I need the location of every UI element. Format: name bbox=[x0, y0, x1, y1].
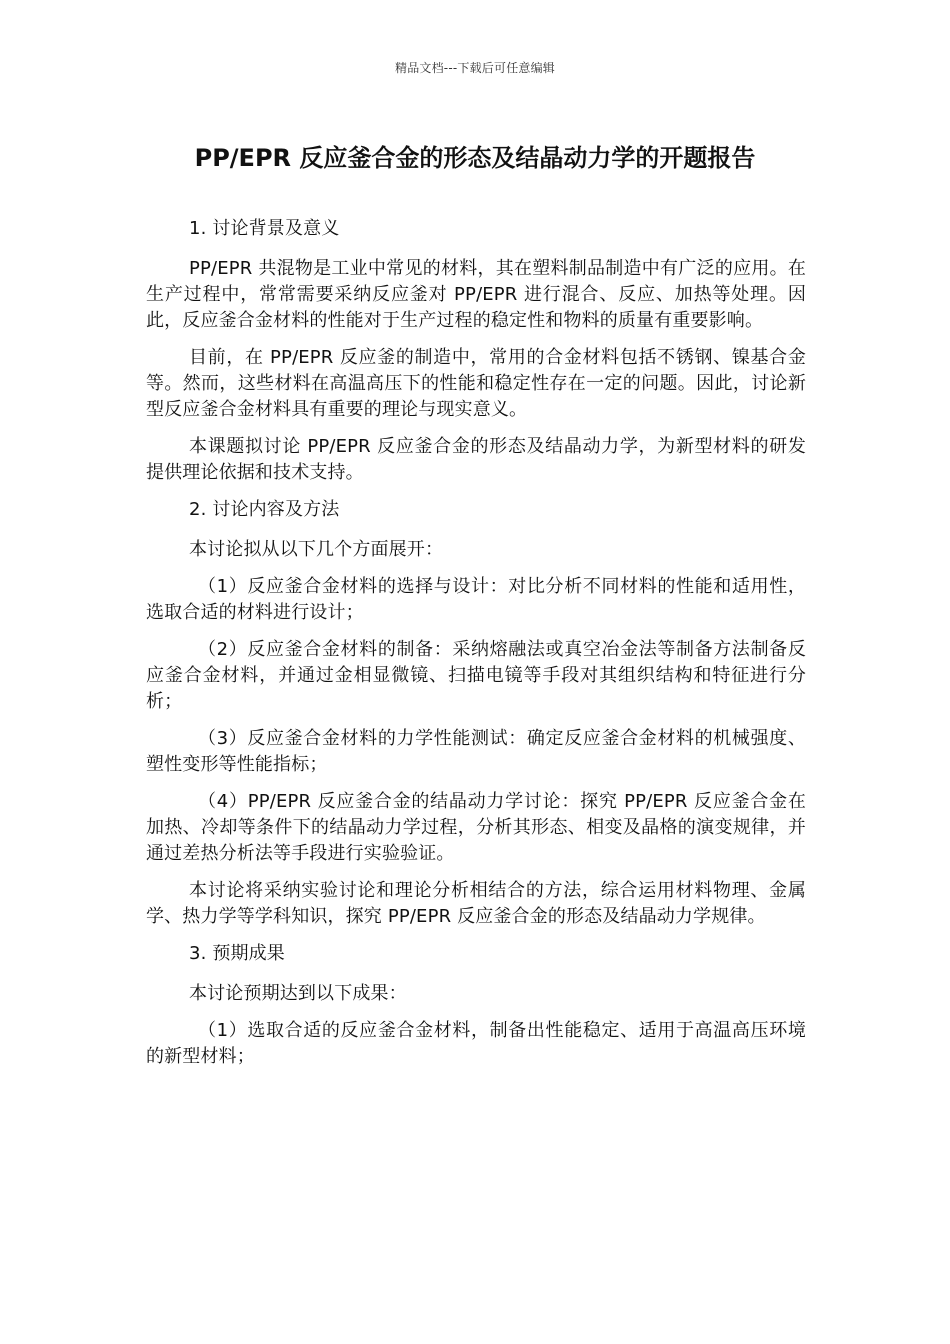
document-title: PP/EPR 反应釜合金的形态及结晶动力学的开题报告 bbox=[194, 144, 756, 172]
section-heading-content-method: 2. 讨论内容及方法 bbox=[189, 499, 340, 520]
paragraph: 目前，在 PP/EPR 反应釜的制造中，常用的合金材料包括不锈钢、镍基合金等。然而，这些材料在高温高压下的性能和稳定性存在一定的问题。因此，讨论新型反应釜合金材料具有重要的理论与现实意义。 bbox=[146, 347, 806, 420]
paragraph: 本讨论拟从以下几个方面展开： bbox=[189, 539, 444, 560]
page-header: 精品文档---下载后可任意编辑 bbox=[395, 61, 555, 75]
section-heading-expected-results: 3. 预期成果 bbox=[189, 943, 285, 964]
list-item: （1）选取合适的反应釜合金材料，制备出性能稳定、适用于高温高压环境的新型材料； bbox=[146, 1020, 806, 1067]
list-item: （3）反应釜合金材料的力学性能测试：确定反应釜合金材料的机械强度、塑性变形等性能指标； bbox=[146, 728, 806, 775]
paragraph: PP/EPR 共混物是工业中常见的材料，其在塑料制品制造中有广泛的应用。在生产过程中，常常需要采纳反应釜对 PP/EPR 进行混合、反应、加热等处理。因此，反应釜合金材料的性能对于生产过程的稳定性和物料的质量有重要影响。 bbox=[146, 258, 806, 331]
paragraph: 本课题拟讨论 PP/EPR 反应釜合金的形态及结晶动力学，为新型材料的研发提供理论依据和技术支持。 bbox=[146, 436, 806, 483]
paragraph: 本讨论预期达到以下成果： bbox=[189, 983, 407, 1004]
paragraph: 本讨论将采纳实验讨论和理论分析相结合的方法，综合运用材料物理、金属学、热力学等学科知识，探究 PP/EPR 反应釜合金的形态及结晶动力学规律。 bbox=[146, 880, 806, 927]
document-body bbox=[146, 216, 806, 1081]
list-item: （2）反应釜合金材料的制备：采纳熔融法或真空冶金法等制备方法制备反应釜合金材料，并通过金相显微镜、扫描电镜等手段对其组织结构和特征进行分析； bbox=[146, 639, 806, 712]
list-item: （1）反应釜合金材料的选择与设计：对比分析不同材料的性能和适用性，选取合适的材料进行设计； bbox=[146, 576, 806, 623]
list-item: （4）PP/EPR 反应釜合金的结晶动力学讨论：探究 PP/EPR 反应釜合金在加热、冷却等条件下的结晶动力学过程，分析其形态、相变及晶格的演变规律，并通过差热分析法等手段进行实验验证。 bbox=[146, 791, 806, 864]
section-heading-background: 1. 讨论背景及意义 bbox=[189, 218, 340, 239]
